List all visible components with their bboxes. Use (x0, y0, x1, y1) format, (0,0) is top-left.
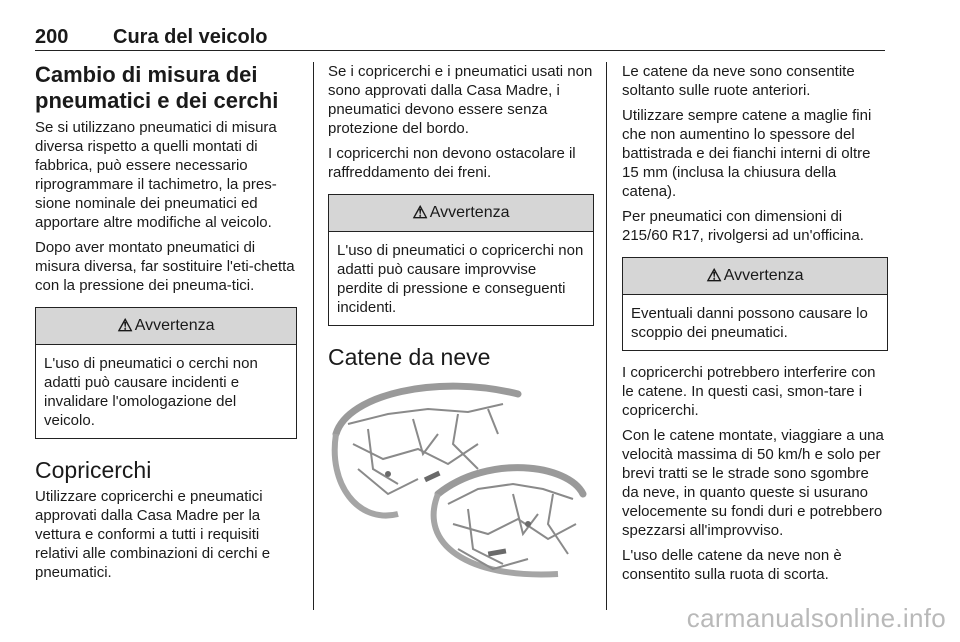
warning-triangle-icon: ⚠ (706, 266, 722, 285)
paragraph: I copricerchi potrebbero interferire con le catene. In questi casi, smon-tare i copricerchi. (622, 364, 876, 419)
heading-tyre-size-change: Cambio di misura dei pneumatici e dei cerchi (35, 62, 279, 113)
page-number: 200 (35, 26, 69, 48)
paragraph: Se si utilizzano pneumatici di misura diversa rispetto a quelli montati di fabbrica, può essere necessario riprogrammare il tachimetro, la pres-sione nominale dei pneumatici ed apportare altre modifiche al veicolo. (35, 119, 277, 231)
column-1 (35, 62, 297, 588)
warning-title: Avvertenza (134, 317, 215, 334)
column-3 (622, 62, 888, 590)
column-divider (313, 62, 314, 610)
paragraph: Per pneumatici con dimensioni di 215/60 R17, rivolgersi ad un'officina. (622, 208, 864, 244)
warning-title: Avvertenza (723, 267, 804, 284)
paragraph: Utilizzare sempre catene a maglie fini che non aumentino lo spessore del battistrada e dei fianchi interni di oltre 15 mm (inclusa la chiusura della catena). (622, 107, 872, 200)
warning-header (623, 258, 887, 295)
watermark: carmanualsonline.info (686, 603, 946, 633)
page-header (35, 26, 885, 51)
warning-box (35, 307, 297, 439)
warning-triangle-icon: ⚠ (117, 316, 133, 335)
paragraph: I copricerchi non devono ostacolare il raffreddamento dei freni. (328, 145, 576, 181)
paragraph: Dopo aver montato pneumatici di misura diversa, far sostituire l'eti-chetta con la pressione dei pneuma-tici. (35, 239, 295, 294)
snow-chains-illustration (328, 374, 590, 592)
warning-box (622, 257, 888, 351)
warning-text: L'uso di pneumatici o cerchi non adatti può causare incidenti e invalidare l'omologazione del veicolo. (44, 355, 258, 429)
warning-title: Avvertenza (429, 204, 510, 221)
heading-wheel-covers: Copricerchi (35, 457, 152, 483)
paragraph: Se i copricerchi e i pneumatici usati non sono approvati dalla Casa Madre, i pneumatici devono essere senza protezione del bordo. (328, 63, 593, 137)
paragraph: Utilizzare copricerchi e pneumatici approvati dalla Casa Madre per la vettura e conformi a tutti i requisiti relativi alle combinazioni di cerchi e pneumatici. (35, 488, 271, 581)
warning-box (328, 194, 594, 326)
warning-header (36, 308, 296, 345)
paragraph: Con le catene montate, viaggiare a una velocità massima di 50 km/h e solo per brevi tratti se le strade sono sgombre da neve, in quanto queste si usurano velocemente su fondi duri e potrebbero spezzarsi all'improvviso. (622, 427, 884, 539)
warning-header (329, 195, 593, 232)
heading-snow-chains: Catene da neve (328, 344, 491, 370)
paragraph: Le catene da neve sono consentite soltanto sulle ruote anteriori. (622, 63, 855, 99)
column-divider (606, 62, 607, 610)
warning-text: L'uso di pneumatici o copricerchi non adatti può causare improvvise perdite di pressione e conseguenti incidenti. (337, 242, 584, 316)
paragraph: L'uso delle catene da neve non è consentito sulla ruota di scorta. (622, 547, 842, 583)
warning-triangle-icon: ⚠ (412, 203, 428, 222)
warning-text: Eventuali danni possono causare lo scoppio dei pneumatici. (631, 305, 868, 341)
section-title: Cura del veicolo (113, 26, 268, 48)
column-2 (328, 62, 594, 592)
